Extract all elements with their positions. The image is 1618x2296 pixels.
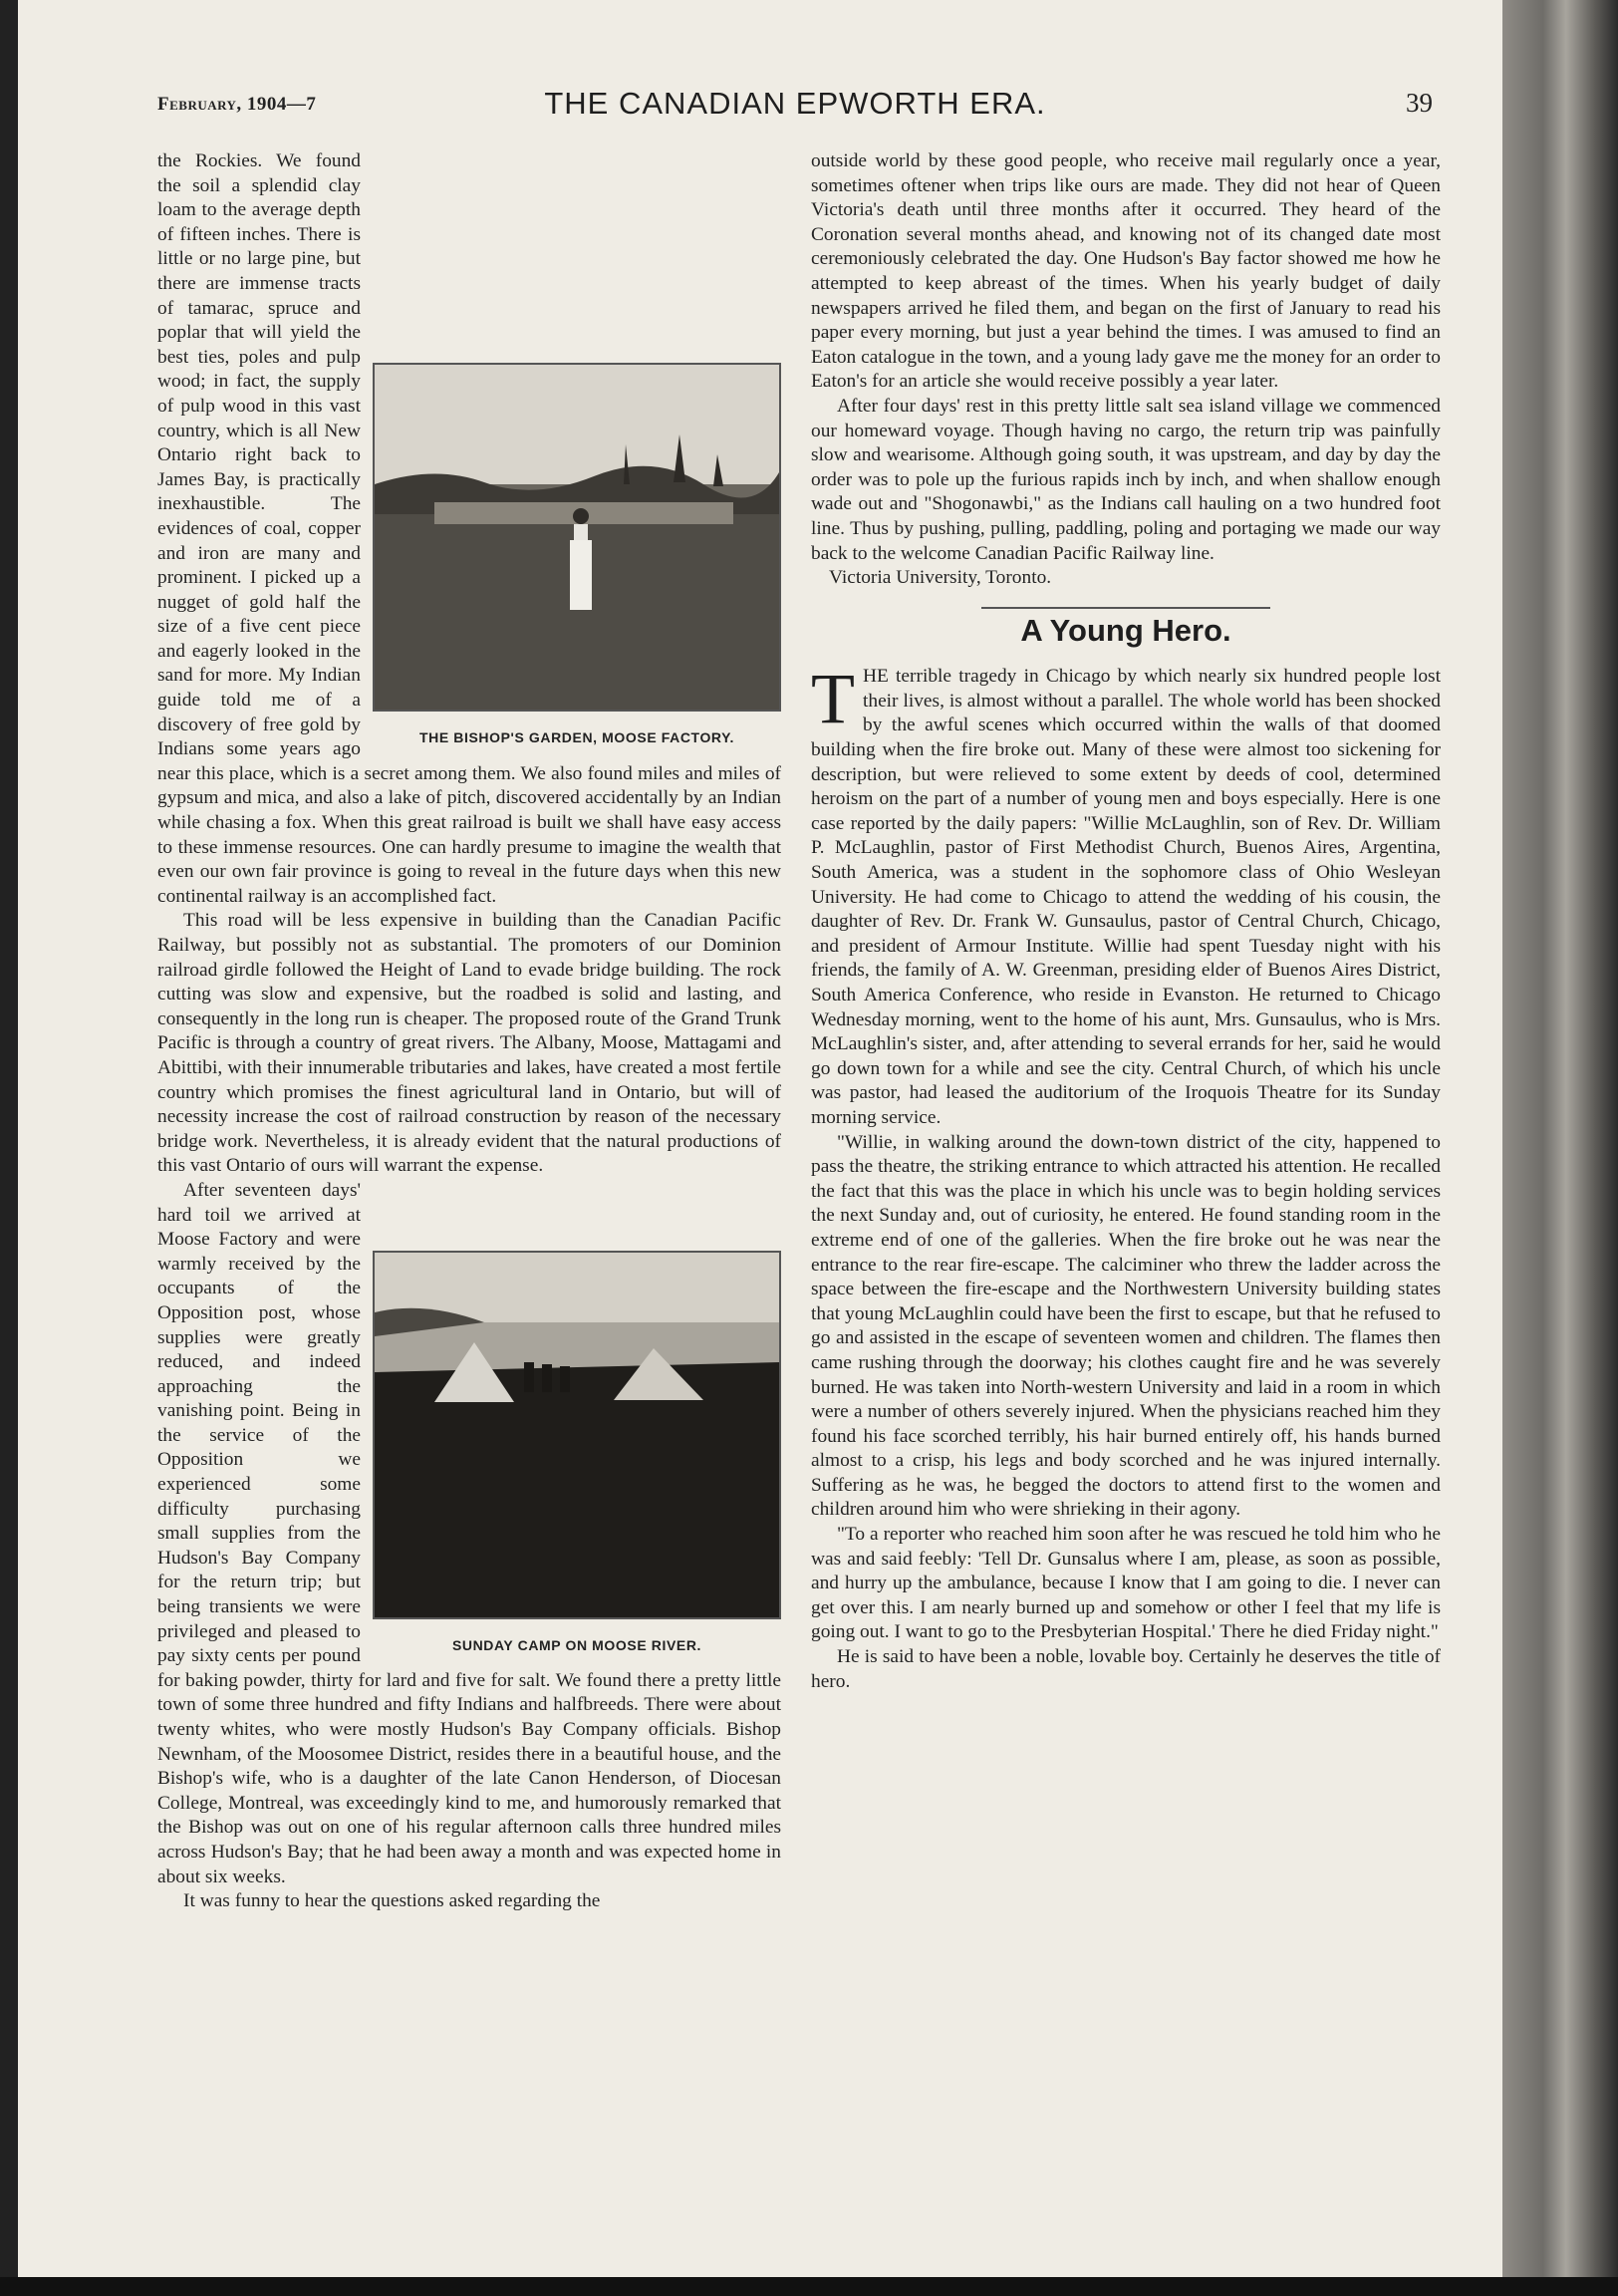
caption-bishops-garden: THE BISHOP'S GARDEN, MOOSE FACTORY.: [418, 729, 735, 745]
photo-sunday-camp: [373, 1251, 781, 1619]
photo-bishops-garden: [373, 363, 781, 712]
article-paragraph-2: "Willie, in walking around the down-town district of the city, happened to pass the theatre, the striking entrance to which attracted his attention. He recalled the fact that this was the place in which his uncle was to begin holding services the next Sunday and, out of curiosity, he entered. He found standing room in the extreme end of one of the galleries. When the fire broke out he was near the entrance to the rear fire-escape. The calciminer who threw the ladder across the space between the fire-escape and the Northwestern University building states that young McLaughlin could have been the first to escape, but that he refused to go and assisted in the escape of seventeen women and children. The flames then came rushing through the doorway; his clothes caught fire and he was severely burned. He was taken into North-western University and laid in a room in which were a number of others severely injured. When the physicians reached him they found his face scorched terribly, his hair burned entirely off, his hands burned almost to a crisp, his legs and body scorched and he was injured internally. Suffering as he was, he begged the doctors to attend first to the women and children around him who were shrieking in their agony.: [811, 1131, 1441, 1521]
camp-photo-drawing: [375, 1253, 779, 1617]
left-paragraph-2: This road will be less expensive in building than the Canadian Pacific Railway, but possibly not as substantial. The promoters of our Dominion railroad girdle followed the Height of Land to evade bridge building. The rock cutting was slow and expensive, but the roadbed is solid and lasting, and consequently in the long run is cheaper. The proposed route of the Grand Trunk Pacific is through a country of great rivers. The Albany, Moose, Mattagami and Abittibi, with their innumerable tributaries and lakes, have created a most fertile country which promises the finest agricultural land in Ontario, but will of necessity increase the cost of railroad construction by reason of the necessary bridge work. Nevertheless, it is already evident that the natural productions of this vast Ontario of ours will warrant the expense.: [157, 910, 781, 1177]
left-column: [157, 149, 781, 1914]
right-paragraph-1: outside world by these good people, who receive mail regularly once a year, sometimes oftener when trips like ours are made. They did not hear of Queen Victoria's death until three months after it occurred. They heard of the Coronation several months ahead, and knowing not of its changed date most ceremoniously celebrated the day. One Hudson's Bay factor showed me how he attempted to keep abreast of the times. When his yearly budget of daily newspapers arrived he filed them, and began on the first of January to read his paper every morning, but just a year behind the times. I was amused to find an Eaton catalogue in the town, and a young lady gave me the money for an order to Eaton's for an article she would receive possibly a year later.: [811, 150, 1441, 393]
left-paragraph-3: After seventeen days' hard toil we arrived at Moose Factory and were warmly received by the occupants of the Opposition post, whose supplies were greatly reduced, and indeed approaching the vanishing point. Being in the service of the Opposition we experienced some difficulty purchasing small supplies from the Hudson's Bay Company for the return trip; but being transients we were privileged and pleased to pay sixty cents per pound for baking powder, thirty for lard and five for salt. We found there a pretty little town of some three hundred and fifty Indians and halfbreeds. There were about twenty whites, who were mostly Hudson's Bay Company officials. Bishop Newnham, of the Moosomee District, resides there in a beautiful house, and the Bishop's wife, who is a daughter of the late Canon Henderson, of Diocesan College, Montreal, was exceedingly kind to me, and humorously remarked that the Bishop was out on one of his regular afternoon calls three hundred miles across Hudson's Bay; that he had been away a month and was expected home in about six weeks.: [157, 1179, 781, 1887]
left-paragraph-1: the Rockies. We found the soil a splendid clay loam to the average depth of fifteen inches. There is little or no large pine, but there are immense tracts of tamarac, spruce and poplar that will yield the best ties, poles and pulp wood; in fact, the supply of pulp wood in this vast country, which is all New Ontario right back to James Bay, is practically inexhaustible. The evidences of coal, copper and iron are many and prominent. I picked up a nugget of gold half the size of a five cent piece and eagerly looked in the sand for more. My Indian guide told me of a discovery of free gold by Indians some years ago near this place, which is a secret among them. We also found miles and miles of gypsum and mica, and also a lake of pitch, discovered accidentally by an Indian while chasing a fox. When this great railroad is built we shall have easy access to these immense resources. One can hardly presume to imagine the wealth that even our own fair province is going to reveal in the future days when this new continental railway is an accomplished fact.: [157, 150, 781, 907]
article-paragraph-4: He is said to have been a noble, lovable boy. Certainly he deserves the title of hero.: [811, 1646, 1441, 1692]
article-paragraph-1: HE terrible tragedy in Chicago by which nearly six hundred people lost their lives, is almost without a parallel. The whole world has been shocked by the awful scenes which occurred within the walls of that doomed building when the fire broke out. Many of these were almost too sickening for description, but were relieved to some extent by deeds of cool, determined heroism on the part of a number of young men and boys especially. Here is one case reported by the daily papers: "Willie McLaughlin, son of Rev. Dr. William P. McLaughlin, pastor of First Methodist Church, Buenos Aires, Argentina, South America, was a student in the sophomore class of Ohio Wesleyan University. He had come to Chicago to attend the wedding of his cousin, the daughter of Rev. Dr. Frank W. Gunsaulus, pastor of Central Church, Chicago, and president of Armour Institute. Willie had spent Tuesday night with his friends, the family of A. W. Greenman, presiding elder of Buenos Aires District, South America Conference, who reside in Evanston. He returned to Chicago Wednesday morning, went to the home of his aunt, Mrs. Gunsaulus, who is Mrs. McLaughlin's sister, and, after attending to several errands for her, said he would go down town for a while and see the city. Central Church, of which his uncle was pastor, had leased the auditorium of the Iroquois Theatre for its Sunday morning service.: [811, 666, 1441, 1128]
caption-sunday-camp: SUNDAY CAMP ON MOOSE RIVER.: [451, 1636, 702, 1653]
article-title: A Young Hero.: [1020, 612, 1231, 648]
right-paragraph-2: After four days' rest in this pretty little salt sea island village we commenced our homeward voyage. Though having no cargo, the return trip was painfully slow and wearisome. Although going south, it was upstream, and day by day the order was to pole up the furious rapids inch by inch, and when shallow enough wade out and "Shogonawbi," as the Indians call hauling on a two hundred foot line. Thus by pushing, pulling, paddling, poling and portaging we made our way back to the welcome Canadian Pacific Railway line.: [811, 395, 1441, 564]
article-paragraph-3: "To a reporter who reached him soon after he was rescued he told him who he was and said feebly: 'Tell Dr. Gunsalus where I am, please, as soon as possible, and hurry up the ambulance, because I know that I am going to die. I never can get over this. I am nearly burned up and somehow or other I feel that my life is going out. I want to go to the Presbyterian Hospital.' There he died Friday night.": [811, 1524, 1441, 1643]
figure-sunday-camp: [373, 1251, 781, 1658]
garden-photo-drawing: [375, 365, 779, 710]
signature: Victoria University, Toronto.: [829, 567, 1052, 589]
magazine-title: THE CANADIAN EPWORTH ERA.: [544, 86, 1046, 121]
left-paragraph-4: It was funny to hear the questions asked regarding the: [183, 1890, 601, 1912]
bottom-edge: [0, 2277, 1618, 2296]
left-page-edge: [0, 0, 18, 2296]
figure-bishops-garden: [373, 363, 781, 750]
book-binding: [1502, 0, 1618, 2296]
section-divider: [981, 607, 1270, 609]
drop-cap: T: [811, 659, 855, 739]
issue-date: February, 1904—7: [157, 94, 317, 115]
page-header: [157, 86, 1433, 136]
page-number: 39: [1406, 88, 1433, 118]
right-column: [811, 149, 1441, 1694]
magazine-page: [18, 0, 1540, 2296]
